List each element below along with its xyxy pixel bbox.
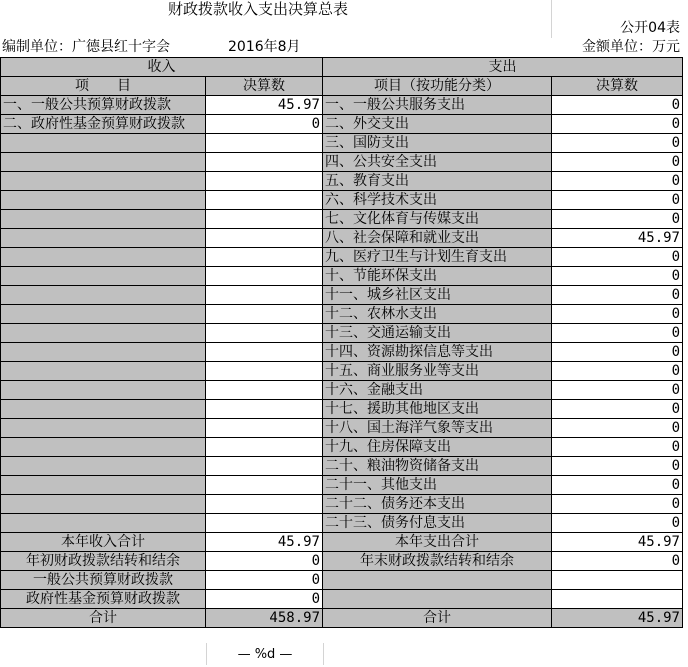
expense-item-label: 十四、资源勘探信息等支出 xyxy=(323,343,552,362)
expense-item-value: 0 xyxy=(552,305,683,324)
income-item-value: 45.97 xyxy=(206,96,323,115)
expense-item-value: 0 xyxy=(552,191,683,210)
expense-item-label: 十七、援助其他地区支出 xyxy=(323,400,552,419)
empty-cell xyxy=(1,476,206,495)
expense-item-label: 二十、粮油物资储备支出 xyxy=(323,457,552,476)
form-code-row xyxy=(0,19,688,38)
expense-item-label: 六、科学技术支出 xyxy=(323,191,552,210)
expense-item-value: 0 xyxy=(552,438,683,457)
budget-table xyxy=(0,57,683,628)
empty-cell xyxy=(1,419,206,438)
empty-cell xyxy=(1,457,206,476)
unit-label: 编制单位：广德县红十字会 xyxy=(2,39,170,55)
carry-out-label: 年末财政拨款结转和结余 xyxy=(323,552,552,571)
empty-cell xyxy=(1,495,206,514)
grand-total-income: 458.97 xyxy=(206,609,323,628)
empty-cell xyxy=(1,153,206,172)
summary-row xyxy=(1,533,683,552)
empty-cell xyxy=(206,153,323,172)
report-date: 2016年8月 xyxy=(228,39,301,55)
expense-item-label: 十一、城乡社区支出 xyxy=(323,286,552,305)
empty-cell xyxy=(552,571,683,590)
table-row xyxy=(1,210,683,229)
expense-item-value: 0 xyxy=(552,210,683,229)
expense-item-value: 0 xyxy=(552,324,683,343)
expense-item-value: 0 xyxy=(552,153,683,172)
empty-cell xyxy=(1,362,206,381)
table-row xyxy=(1,400,683,419)
summary-row xyxy=(1,590,683,609)
expense-item-value: 0 xyxy=(552,400,683,419)
general-budget-label: 一般公共预算财政拨款 xyxy=(1,571,206,590)
empty-cell xyxy=(1,248,206,267)
page-footer xyxy=(0,643,688,667)
empty-cell xyxy=(1,191,206,210)
report-title: 财政拨款收入支出决算总表 xyxy=(168,0,349,18)
expense-item-label: 十二、农林水支出 xyxy=(323,305,552,324)
income-total-value: 45.97 xyxy=(206,533,323,552)
empty-cell xyxy=(206,134,323,153)
expense-item-value: 0 xyxy=(552,495,683,514)
table-row xyxy=(1,457,683,476)
expense-item-label: 十八、国土海洋气象等支出 xyxy=(323,419,552,438)
empty-cell xyxy=(1,324,206,343)
expense-item-label: 十九、住房保障支出 xyxy=(323,438,552,457)
empty-cell xyxy=(1,210,206,229)
empty-cell xyxy=(1,134,206,153)
empty-cell xyxy=(1,172,206,191)
expense-item-label: 二十三、债务付息支出 xyxy=(323,514,552,533)
table-row xyxy=(1,381,683,400)
empty-cell xyxy=(323,571,552,590)
expense-item-value: 0 xyxy=(552,286,683,305)
expense-item-value: 0 xyxy=(552,267,683,286)
empty-cell xyxy=(206,286,323,305)
empty-cell xyxy=(1,381,206,400)
empty-cell xyxy=(323,590,552,609)
expense-item-value: 0 xyxy=(552,419,683,438)
empty-cell xyxy=(552,590,683,609)
gov-fund-label: 政府性基金预算财政拨款 xyxy=(1,590,206,609)
empty-cell xyxy=(1,286,206,305)
empty-cell xyxy=(206,362,323,381)
empty-cell xyxy=(206,324,323,343)
table-row xyxy=(1,343,683,362)
table-row xyxy=(1,115,683,134)
table-row xyxy=(1,267,683,286)
table-row xyxy=(1,476,683,495)
column-header-row xyxy=(1,77,683,96)
empty-cell xyxy=(206,248,323,267)
income-item-value: 0 xyxy=(206,115,323,134)
income-section-header: 收入 xyxy=(1,58,323,77)
table-row xyxy=(1,324,683,343)
empty-cell xyxy=(1,305,206,324)
grand-total-expense: 45.97 xyxy=(552,609,683,628)
empty-cell xyxy=(206,191,323,210)
grand-total-label: 合计 xyxy=(1,609,206,628)
expense-item-value: 0 xyxy=(552,134,683,153)
expense-total-label: 本年支出合计 xyxy=(323,533,552,552)
table-row xyxy=(1,514,683,533)
expense-item-value: 0 xyxy=(552,476,683,495)
col-header-amount: 决算数 xyxy=(206,77,323,96)
empty-cell xyxy=(206,438,323,457)
general-budget-value: 0 xyxy=(206,571,323,590)
empty-cell xyxy=(206,381,323,400)
page-number: — %d — xyxy=(206,643,324,665)
empty-cell xyxy=(206,495,323,514)
expense-item-value: 0 xyxy=(552,381,683,400)
carry-in-value: 0 xyxy=(206,552,323,571)
expense-item-value: 45.97 xyxy=(552,229,683,248)
carry-in-label: 年初财政拨款结转和结余 xyxy=(1,552,206,571)
expense-item-label: 四、公共安全支出 xyxy=(323,153,552,172)
expense-item-value: 0 xyxy=(552,172,683,191)
expense-item-label: 十六、金融支出 xyxy=(323,381,552,400)
table-row xyxy=(1,305,683,324)
table-row xyxy=(1,362,683,381)
expense-item-label: 九、医疗卫生与计划生育支出 xyxy=(323,248,552,267)
income-item-label: 二、政府性基金预算财政拨款 xyxy=(1,115,206,134)
expense-item-label: 二、外交支出 xyxy=(323,115,552,134)
expense-item-value: 0 xyxy=(552,115,683,134)
empty-cell xyxy=(1,229,206,248)
col-header-item: 项 目 xyxy=(1,77,206,96)
empty-cell xyxy=(206,457,323,476)
section-header-row xyxy=(1,58,683,77)
expense-item-label: 十、节能环保支出 xyxy=(323,267,552,286)
empty-cell xyxy=(206,267,323,286)
expense-item-label: 二十二、债务还本支出 xyxy=(323,495,552,514)
empty-cell xyxy=(206,400,323,419)
summary-row xyxy=(1,609,683,628)
table-row xyxy=(1,248,683,267)
table-row xyxy=(1,419,683,438)
empty-cell xyxy=(206,476,323,495)
expense-section-header: 支出 xyxy=(323,58,683,77)
table-row xyxy=(1,153,683,172)
title-row xyxy=(0,0,688,19)
empty-cell xyxy=(206,210,323,229)
expense-item-label: 十五、商业服务业等支出 xyxy=(323,362,552,381)
income-item-label: 一、一般公共预算财政拨款 xyxy=(1,96,206,115)
expense-item-label: 五、教育支出 xyxy=(323,172,552,191)
expense-item-value: 0 xyxy=(552,457,683,476)
col-header-amount2: 决算数 xyxy=(552,77,683,96)
table-row xyxy=(1,286,683,305)
carry-out-value: 0 xyxy=(552,552,683,571)
empty-cell xyxy=(1,514,206,533)
grand-total-label-expense: 合计 xyxy=(323,609,552,628)
summary-row xyxy=(1,571,683,590)
empty-cell xyxy=(206,343,323,362)
expense-total-value: 45.97 xyxy=(552,533,683,552)
expense-item-label: 一、一般公共服务支出 xyxy=(323,96,552,115)
table-row xyxy=(1,191,683,210)
expense-item-value: 0 xyxy=(552,248,683,267)
amount-unit: 金额单位：万元 xyxy=(582,39,680,55)
table-row xyxy=(1,229,683,248)
expense-item-value: 0 xyxy=(552,514,683,533)
income-total-label: 本年收入合计 xyxy=(1,533,206,552)
gov-fund-value: 0 xyxy=(206,590,323,609)
table-row xyxy=(1,134,683,153)
header-meta-row xyxy=(0,38,688,57)
expense-item-label: 十三、交通运输支出 xyxy=(323,324,552,343)
empty-cell xyxy=(206,229,323,248)
empty-cell xyxy=(1,400,206,419)
empty-cell xyxy=(1,438,206,457)
empty-cell xyxy=(206,172,323,191)
form-code: 公开04表 xyxy=(620,20,680,36)
empty-cell xyxy=(206,514,323,533)
expense-item-value: 0 xyxy=(552,343,683,362)
empty-cell xyxy=(1,267,206,286)
empty-cell xyxy=(1,343,206,362)
empty-cell xyxy=(206,419,323,438)
expense-item-value: 0 xyxy=(552,362,683,381)
expense-item-value: 0 xyxy=(552,96,683,115)
table-row xyxy=(1,96,683,115)
expense-item-label: 二十一、其他支出 xyxy=(323,476,552,495)
empty-cell xyxy=(206,305,323,324)
table-row xyxy=(1,172,683,191)
table-row xyxy=(1,438,683,457)
expense-item-label: 七、文化体育与传媒支出 xyxy=(323,210,552,229)
table-row xyxy=(1,495,683,514)
expense-item-label: 三、国防支出 xyxy=(323,134,552,153)
expense-item-label: 八、社会保障和就业支出 xyxy=(323,229,552,248)
col-header-item-func: 项目（按功能分类） xyxy=(323,77,552,96)
summary-row xyxy=(1,552,683,571)
